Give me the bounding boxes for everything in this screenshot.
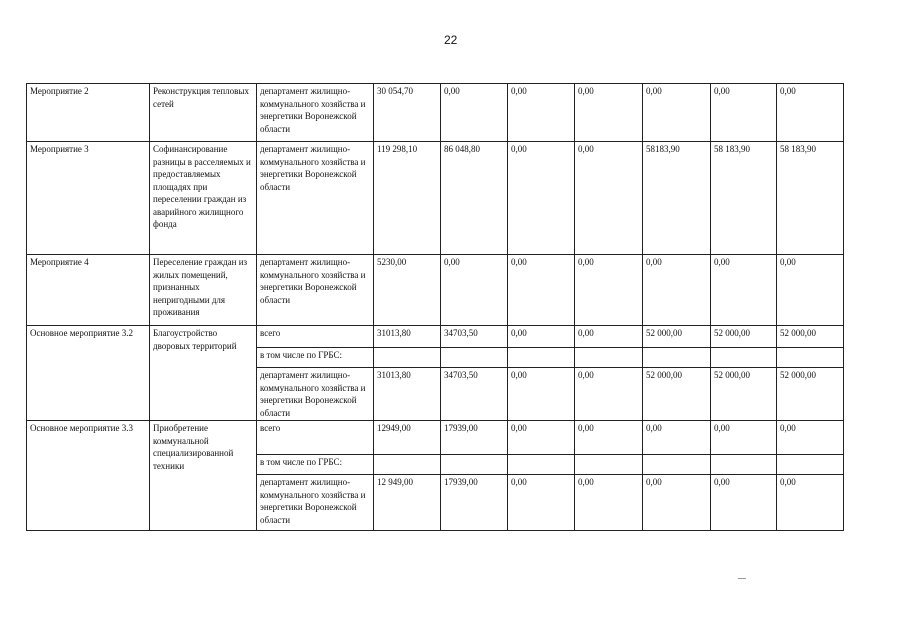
- table-row: [27, 84, 844, 142]
- value-cell: 0,00: [575, 142, 643, 255]
- activity-code-cell: Мероприятие 4: [27, 255, 150, 326]
- value-cell: 58 183,90: [711, 142, 777, 255]
- grbs-cell: департамент жилищно-коммунального хозяйства и энергетики Воронежской области: [257, 142, 374, 255]
- table-row: [27, 255, 844, 326]
- grbs-cell: департамент жилищно-коммунального хозяйства и энергетики Воронежской области: [257, 475, 374, 531]
- value-cell: 12 949,00: [374, 475, 441, 531]
- value-cell: 86 048,80: [441, 142, 508, 255]
- value-cell: 0,00: [777, 255, 844, 326]
- value-cell: [441, 348, 508, 368]
- value-cell: [441, 455, 508, 475]
- value-cell: 0,00: [508, 368, 575, 421]
- value-cell: 52 000,00: [777, 368, 844, 421]
- value-cell: [711, 348, 777, 368]
- value-cell: 12949,00: [374, 421, 441, 455]
- grbs-cell: всего: [257, 421, 374, 455]
- value-cell: 0,00: [643, 255, 711, 326]
- grbs-cell: всего: [257, 326, 374, 348]
- activity-code-cell: Основное мероприятие 3.3: [27, 421, 150, 531]
- value-cell: 0,00: [643, 84, 711, 142]
- value-cell: [777, 348, 844, 368]
- value-cell: 17939,00: [441, 475, 508, 531]
- value-cell: 52 000,00: [711, 326, 777, 348]
- value-cell: [575, 455, 643, 475]
- value-cell: 30 054,70: [374, 84, 441, 142]
- value-cell: 0,00: [441, 255, 508, 326]
- grbs-cell: департамент жилищно-коммунального хозяйства и энергетики Воронежской области: [257, 84, 374, 142]
- value-cell: [777, 455, 844, 475]
- value-cell: 0,00: [777, 421, 844, 455]
- value-cell: 34703,50: [441, 368, 508, 421]
- value-cell: 52 000,00: [711, 368, 777, 421]
- value-cell: 0,00: [508, 475, 575, 531]
- value-cell: 0,00: [508, 255, 575, 326]
- value-cell: [508, 455, 575, 475]
- budget-table: [26, 83, 844, 531]
- activity-name-cell: Благоустройство дворовых территорий: [150, 326, 257, 421]
- value-cell: 31013,80: [374, 368, 441, 421]
- table-row: [27, 142, 844, 255]
- activity-name-cell: Реконструкция тепловых сетей: [150, 84, 257, 142]
- value-cell: 0,00: [711, 84, 777, 142]
- value-cell: 0,00: [575, 475, 643, 531]
- value-cell: 5230,00: [374, 255, 441, 326]
- value-cell: 0,00: [441, 84, 508, 142]
- value-cell: 0,00: [777, 475, 844, 531]
- value-cell: [575, 348, 643, 368]
- value-cell: [643, 348, 711, 368]
- value-cell: 0,00: [643, 475, 711, 531]
- value-cell: [643, 455, 711, 475]
- value-cell: [508, 348, 575, 368]
- value-cell: [374, 348, 441, 368]
- value-cell: 0,00: [508, 326, 575, 348]
- grbs-cell: департамент жилищно-коммунального хозяйства и энергетики Воронежской области: [257, 255, 374, 326]
- value-cell: [711, 455, 777, 475]
- table-row: [27, 421, 844, 455]
- value-cell: 0,00: [575, 84, 643, 142]
- value-cell: 58183,90: [643, 142, 711, 255]
- scan-mark: [738, 578, 746, 579]
- value-cell: 0,00: [575, 326, 643, 348]
- value-cell: 52 000,00: [777, 326, 844, 348]
- value-cell: 0,00: [711, 475, 777, 531]
- activity-name-cell: Софинансирование разницы в расселяемых и предоставляемых площадях при переселении граждан из аварийного жилищного фонда: [150, 142, 257, 255]
- activity-code-cell: Основное мероприятие 3.2: [27, 326, 150, 421]
- value-cell: 52 000,00: [643, 368, 711, 421]
- value-cell: 31013,80: [374, 326, 441, 348]
- value-cell: 0,00: [575, 421, 643, 455]
- value-cell: 0,00: [575, 368, 643, 421]
- page-number: 22: [444, 33, 458, 47]
- activity-name-cell: Переселение граждан из жилых помещений, признанных непригодными для проживания: [150, 255, 257, 326]
- value-cell: 34703,50: [441, 326, 508, 348]
- value-cell: 0,00: [777, 84, 844, 142]
- value-cell: 119 298,10: [374, 142, 441, 255]
- value-cell: 0,00: [711, 255, 777, 326]
- activity-code-cell: Мероприятие 3: [27, 142, 150, 255]
- value-cell: 17939,00: [441, 421, 508, 455]
- value-cell: 58 183,90: [777, 142, 844, 255]
- value-cell: 0,00: [508, 142, 575, 255]
- value-cell: 52 000,00: [643, 326, 711, 348]
- value-cell: 0,00: [575, 255, 643, 326]
- value-cell: [374, 455, 441, 475]
- grbs-cell: в том числе по ГРБС:: [257, 348, 374, 368]
- activity-code-cell: Мероприятие 2: [27, 84, 150, 142]
- value-cell: 0,00: [711, 421, 777, 455]
- grbs-cell: департамент жилищно-коммунального хозяйства и энергетики Воронежской области: [257, 368, 374, 421]
- value-cell: 0,00: [643, 421, 711, 455]
- activity-name-cell: Приобретение коммунальной специализированной техники: [150, 421, 257, 531]
- value-cell: 0,00: [508, 84, 575, 142]
- value-cell: 0,00: [508, 421, 575, 455]
- table-row: [27, 326, 844, 348]
- grbs-cell: в том числе по ГРБС:: [257, 455, 374, 475]
